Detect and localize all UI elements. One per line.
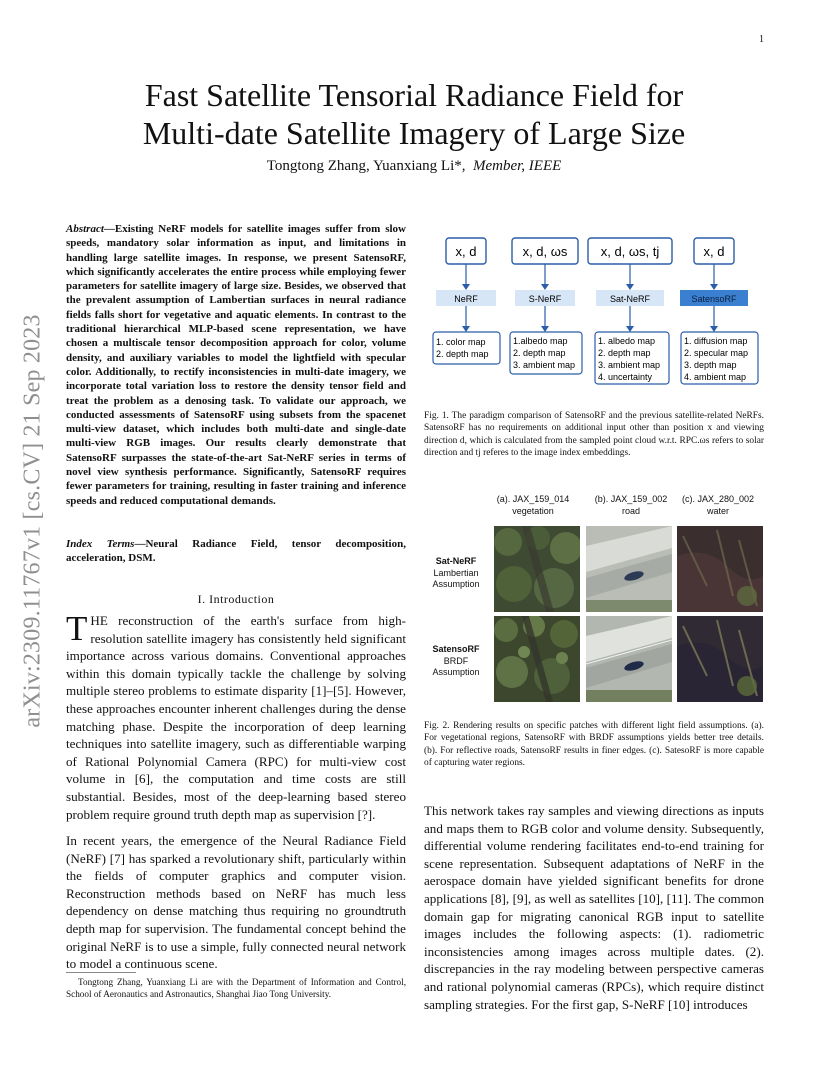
intro-paragraph-2: In recent years, the emergence of the Neural Radiance Field (NeRF) [7] has sparked a revolutionary shift, particularly within the fields of computer graphics and computer vision. Reconstruction methods based on NeRF has much less dependency on dense matching thus requiring no groundtruth depth map for supervision. The fundamental concept behind the original NeRF is to use a simple, fully connected neural network to model a continuous scene.	[66, 833, 406, 972]
input-label: x, d	[455, 244, 477, 259]
output-item: 1. albedo map	[598, 336, 656, 346]
fig2-column-header	[488, 494, 578, 517]
figure-1	[424, 232, 764, 396]
output-item: 1. diffusion map	[684, 336, 748, 346]
output-item: 2. depth map	[513, 348, 566, 358]
footnote-rule	[66, 972, 136, 973]
page-number: 1	[759, 34, 764, 45]
arrow-head	[626, 284, 634, 290]
section-heading: I. Introduction	[197, 592, 275, 606]
fig1-col-satnerf	[588, 238, 672, 384]
output-item: 3. ambient map	[598, 360, 661, 370]
author-line	[0, 158, 828, 175]
arrow-head	[462, 326, 470, 332]
row-line: BRDF	[443, 655, 469, 666]
column2-paragraph: This network takes ray samples and viewing directions as inputs and maps them to RGB color and volume density. Subsequently, differential volume rendering facilitates end-to-end training for scene representation. Subsequent adaptations of NeRF in the aerospace domain have yielded significant benefits for drone applications [8], [9], as well as satellites [10], [11]. The common domain gap for migrating canonical RGB input to satellite images includes the following aspects: (1). radiometric inconsistencies among images across multiple dates. (2). discrepancies in the ray modeling between perspective cameras and rational polynomial cameras (RPCs), which require distinct sampling strategies. For the first gap, S-NeRF [10] introduces	[424, 803, 764, 1012]
figure-1-diagram	[424, 232, 764, 396]
title-line-2: Multi-date Satellite Imagery of Large Size	[142, 115, 686, 151]
output-item: 2. depth map	[598, 348, 651, 358]
render-vegetation-satensorf	[494, 616, 580, 702]
fig1-col-nerf	[433, 238, 500, 364]
arrow-head	[541, 326, 549, 332]
arxiv-id: arXiv:2309.11767v1 [cs.CV] 21 Sep 2023	[19, 314, 46, 728]
output-item: 2. depth map	[436, 349, 489, 359]
output-item: 4. ambient map	[684, 372, 747, 382]
intro-paragraph-1	[66, 609, 406, 823]
figure-2	[424, 492, 768, 712]
footnote: Tongtong Zhang, Yuanxiang Li are with the Department of Information and Control, School of Aeronautics and Astronautics, Shanghai Jiao Tong University.	[66, 977, 406, 999]
fig2-row-header	[424, 644, 488, 679]
row-line: Assumption	[432, 579, 480, 589]
authors: Tongtong Zhang, Yuanxiang Li*,	[266, 158, 466, 174]
title-line-1: Fast Satellite Tensorial Radiance Field for	[144, 77, 684, 113]
figure-2-caption: Fig. 2. Rendering results on specific patches with different light field assumptions. (a). For vegetational regions, SatensoRF with BRDF assumptions yields better tree details. (b). For reflective roads, SatensoRF results in finer edges. (c). SatesoRF is more capable of capturing water regions.	[424, 721, 764, 768]
column-subtitle: water	[706, 505, 729, 516]
render-water-satensorf	[677, 616, 763, 702]
abstract-text: —Existing NeRF models for satellite images suffer from slow speeds, mandatory solar information as input, and limitations in handling large satellite images. In response, we present SatensoRF, which significantly accelerates the entire process while employing fewer parameters for satellite imagery of large size. Besides, we observed that the prevalent assumption of Lambertian surfaces in neural radiance fields falls short for vegetative and aquatic elements. In contrast to the traditional hierarchical MLP-based scene representation, we have chosen a multiscale tensor decomposition approach for color, volume density, and auxiliary variables to model the lightfield with specular color. Additionally, to rectify inconsistencies in multi-date imagery, we incorporate total variation loss to restore the density tensor field and treat the problem as a denosing task. To validate our approach, we conducted assessments of SatensoRF using subsets from the spacenet multi-view dataset, which includes both multi-date and single-date multi-view RGB images. Our results clearly demonstrate that SatensoRF surpasses the state-of-the-art Sat-NeRF series in terms of novel view synthesis performance. Significantly, SatensoRF requires fewer parameters for training, resulting in faster training and inference speeds and reduced computational demands.	[66, 223, 406, 507]
render-road-satensorf	[586, 616, 672, 702]
render-road-satnerf	[586, 526, 672, 612]
model-label: S-NeRF	[528, 294, 562, 304]
model-label: Sat-NeRF	[609, 294, 651, 304]
model-label: NeRF	[454, 294, 478, 304]
column-title: (b). JAX_159_002	[594, 494, 668, 504]
row-line: Assumption	[432, 667, 480, 677]
fig2-column-header	[673, 494, 763, 517]
fig1-col-snerf	[510, 238, 582, 374]
drop-cap: T	[66, 609, 88, 648]
input-label: x, d, ωs	[522, 244, 568, 259]
output-item: 1. color map	[436, 337, 486, 347]
column-title: (c). JAX_280_002	[681, 494, 755, 504]
column-subtitle: vegetation	[512, 505, 554, 516]
abstract-label: Abstract	[66, 223, 104, 235]
row-title: Sat-NeRF	[435, 556, 477, 566]
figure-1-caption: Fig. 1. The paradigm comparison of SatensoRF and the previous satellite-related NeRFs. SatensoRF has no requirements on additional input other than position x and viewing direction d, which is calculated from the sampled point cloud w.r.t. RPC.ωs refers to solar direction and tj referes to the image index embeddings.	[424, 411, 764, 458]
arrow-head	[462, 284, 470, 290]
paper-title	[0, 76, 828, 152]
output-item: 4. uncertainty	[598, 372, 653, 382]
render-vegetation-satnerf	[494, 526, 580, 612]
index-terms-label: Index Terms	[66, 538, 135, 550]
row-title: SatensoRF	[432, 644, 480, 654]
arrow-head	[626, 326, 634, 332]
arxiv-stamp	[19, 286, 46, 756]
arrow-head	[710, 284, 718, 290]
output-item: 3. ambient map	[513, 360, 576, 370]
intro-paragraph-1-text: HE reconstruction of the earth's surface from high-resolution satellite imagery has consistently held significant importance across various domains. Conventional approaches within this domain typically tackle the challenge by solving multiple stereo problems to estimate disparity [1]–[5]. However, these approaches encounter inherent challenges during the dense matching phase. Despite the incorporation of deep learning techniques into satellite imagery, such as differentiable warping of Rational Polynomial Camera (RPC) for multi-view cost volume in [6], the computation and time costs are still substantial. Besides, most of the deep-learning based stereo problem require ground truth depth map as supervision [?].	[66, 613, 406, 822]
arrow-head	[710, 326, 718, 332]
input-label: x, d, ωs, tj	[600, 244, 660, 259]
output-item: 3. depth map	[684, 360, 737, 370]
author-membership: Member, IEEE	[472, 158, 562, 174]
model-label: SatensoRF	[691, 294, 737, 304]
index-terms-text: —Neural Radiance Field, tensor decomposition, acceleration, DSM.	[66, 538, 406, 564]
fig2-row-header	[424, 556, 488, 591]
index-terms	[66, 537, 406, 565]
abstract	[66, 222, 406, 508]
render-water-satnerf	[677, 526, 763, 612]
column-subtitle: road	[621, 505, 640, 516]
arrow-head	[541, 284, 549, 290]
column-title: (a). JAX_159_014	[496, 494, 570, 504]
input-label: x, d	[703, 244, 725, 259]
fig1-col-satensorf	[680, 238, 758, 384]
output-item: 2. specular map	[684, 348, 749, 358]
fig2-column-header	[586, 494, 676, 517]
output-item: 1.albedo map	[513, 336, 568, 346]
row-line: Lambertian	[433, 567, 479, 578]
